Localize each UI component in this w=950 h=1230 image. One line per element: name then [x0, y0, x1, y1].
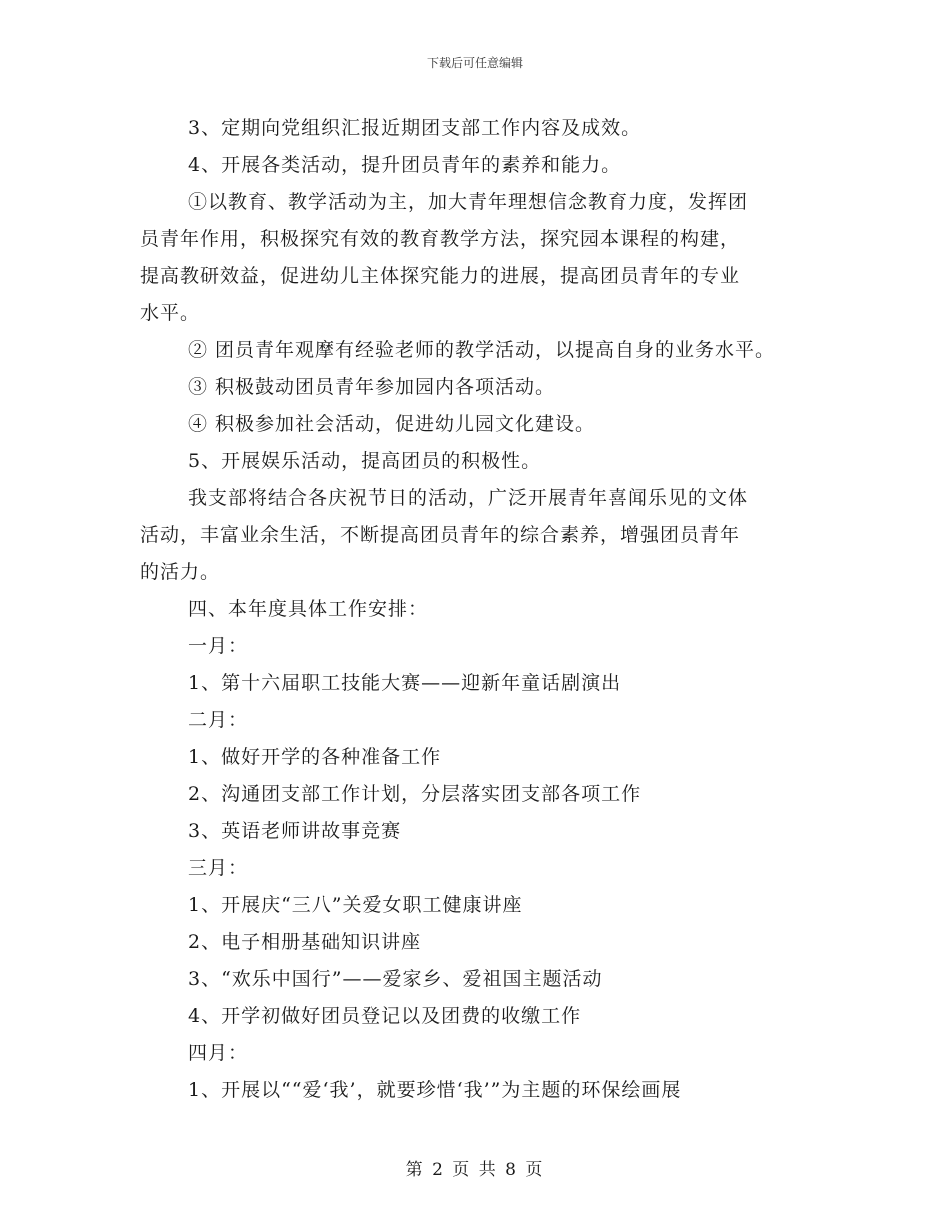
body-line: 活动，丰富业余生活，不断提高团员青年的综合素养，增强团员青年 — [140, 524, 741, 546]
document-body — [140, 110, 830, 1109]
body-line: 3、定期向党组织汇报近期团支部工作内容及成效。 — [188, 117, 642, 139]
schedule-item: 3、英语老师讲故事竞赛 — [188, 820, 402, 842]
month-heading: 二月： — [188, 709, 249, 731]
body-line: ④ 积极参加社会活动，促进幼儿园文化建设。 — [188, 413, 596, 435]
body-line: 的活力。 — [140, 561, 221, 583]
body-line: 水平。 — [140, 302, 201, 324]
body-line: 提高教研效益，促进幼儿主体探究能力的进展，提高团员青年的专业 — [140, 265, 741, 287]
section-heading: 四、本年度具体工作安排： — [188, 598, 429, 620]
month-heading: 三月： — [188, 857, 249, 879]
schedule-item: 2、沟通团支部工作计划，分层落实团支部各项工作 — [188, 783, 642, 805]
page-number-footer: 第 2 页 共 8 页 — [405, 1160, 545, 1180]
page-header-note: 下载后可任意编辑 — [426, 56, 523, 70]
month-heading: 四月： — [188, 1042, 249, 1064]
schedule-item: 4、开学初做好团员登记以及团费的收缴工作 — [188, 1005, 582, 1027]
body-line: ①以教育、教学活动为主，加大青年理想信念教育力度，发挥团 — [188, 191, 749, 213]
schedule-item: 1、第十六届职工技能大赛——迎新年童话剧演出 — [188, 672, 622, 694]
body-line: 4、开展各类活动，提升团员青年的素养和能力。 — [188, 154, 622, 176]
month-heading: 一月： — [188, 635, 249, 657]
schedule-item: 1、开展以““爱‘我’，就要珍惜‘我’”为主题的环保绘画展 — [188, 1079, 682, 1101]
body-line: 5、开展娱乐活动，提高团员的积极性。 — [188, 450, 542, 472]
body-line: ③ 积极鼓动团员青年参加园内各项活动。 — [188, 376, 556, 398]
body-line: 我支部将结合各庆祝节日的活动，广泛开展青年喜闻乐见的文体 — [188, 487, 749, 509]
schedule-item: 1、做好开学的各种准备工作 — [188, 746, 442, 768]
body-line: ② 团员青年观摩有经验老师的教学活动，以提高自身的业务水平。 — [188, 339, 776, 361]
schedule-item: 1、开展庆“三八”关爱女职工健康讲座 — [188, 894, 523, 916]
schedule-item: 3、“欢乐中国行”——爱家乡、爱祖国主题活动 — [188, 968, 603, 990]
body-line: 员青年作用，积极探究有效的教育教学方法，探究园本课程的构建， — [140, 228, 741, 250]
schedule-item: 2、电子相册基础知识讲座 — [188, 931, 422, 953]
